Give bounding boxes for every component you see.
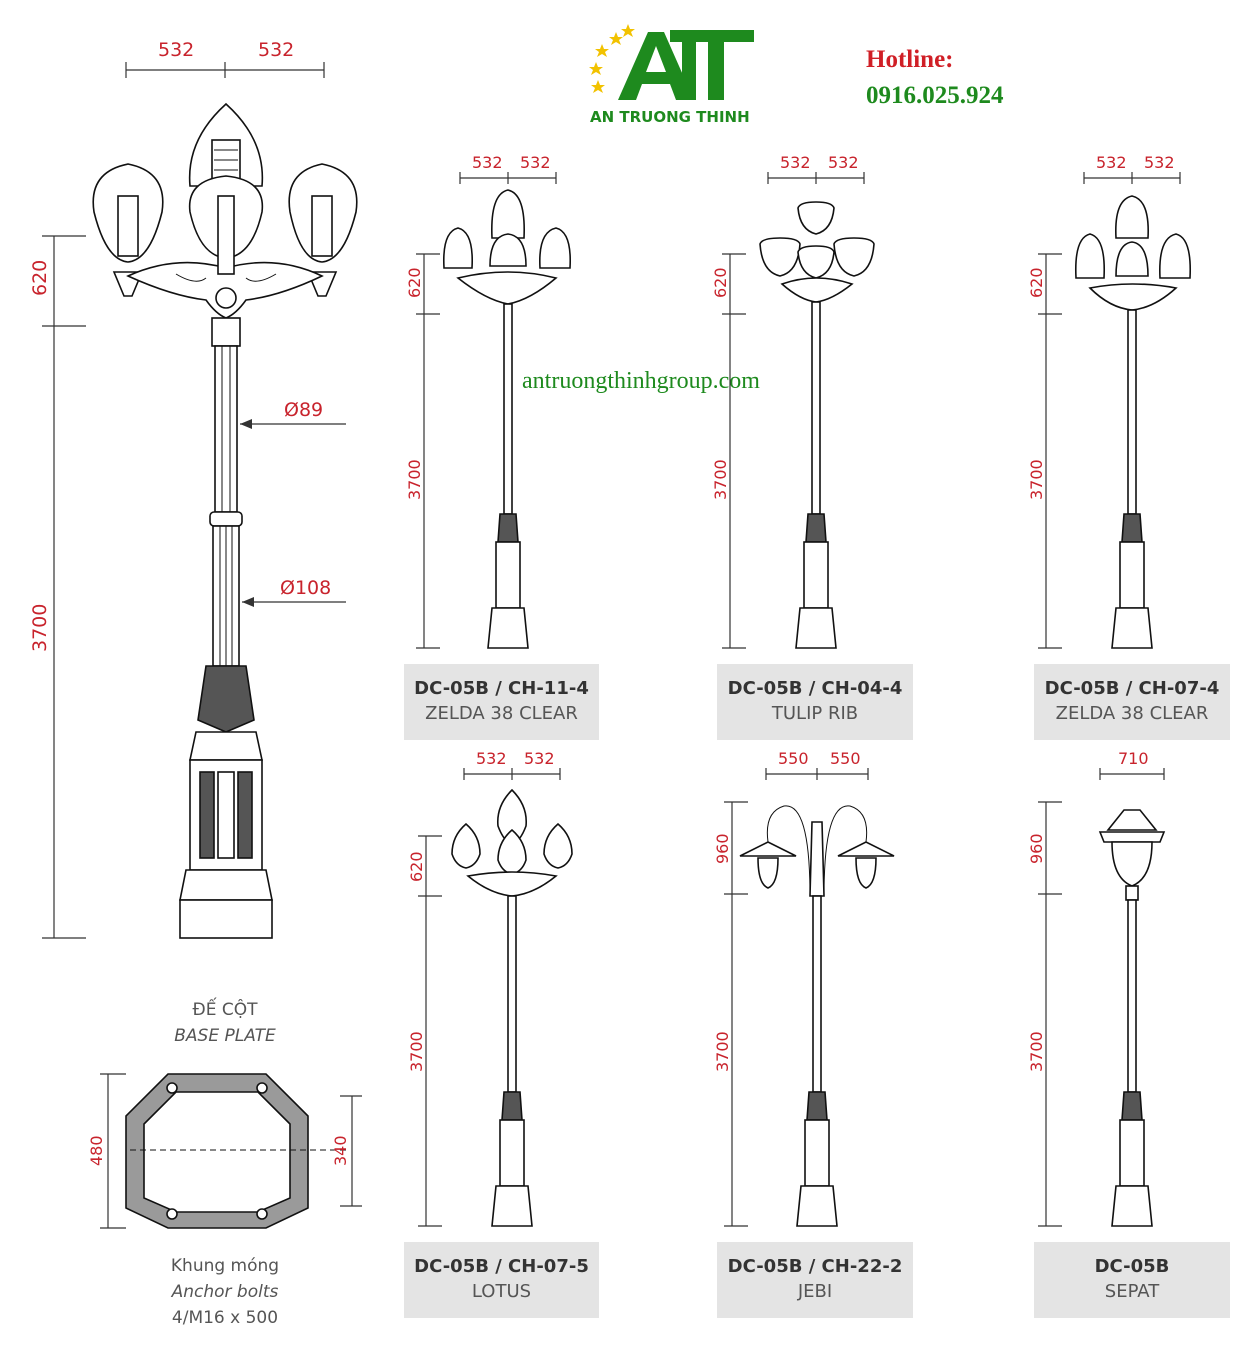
main-dim-pole-height: 3700: [29, 603, 51, 652]
main-pole-body: [180, 318, 272, 938]
main-diameter-callouts: [240, 399, 346, 607]
anchor-bolts-spec: 4/M16 x 500: [171, 1308, 279, 1328]
website-url[interactable]: antruongthinhgroup.com: [522, 368, 760, 394]
main-dim-top-height: 620: [29, 259, 51, 296]
product-3-dim-a: 532: [1096, 153, 1127, 172]
hotline-label: Hotline:: [866, 46, 954, 73]
main-diameter-lower: Ø108: [280, 577, 332, 599]
product-4-dim-b: 532: [524, 749, 555, 768]
product-name: LOTUS: [471, 1281, 532, 1302]
product-2-dim-b: 532: [828, 153, 859, 172]
product-drawing-2: [706, 148, 916, 654]
main-pole-drawing: [0, 0, 400, 960]
product-5-h-pole: 3700: [713, 1031, 732, 1072]
product-caption-5: [717, 1242, 913, 1318]
product-drawing-6: [1020, 746, 1230, 1232]
main-width-dimensions: [126, 39, 324, 78]
product-5-h-top: 960: [713, 833, 732, 864]
product-name: ZELDA 38 CLEAR: [425, 703, 578, 724]
logo-name: AN TRUONG THINH: [590, 108, 750, 126]
product-name: SEPAT: [1104, 1281, 1160, 1302]
anchor-bolts-en: Anchor bolts: [171, 1282, 279, 1302]
product-name: ZELDA 38 CLEAR: [1055, 703, 1209, 724]
product-4-h-top: 620: [407, 851, 426, 882]
product-4-h-pole: 3700: [407, 1031, 426, 1072]
product-3-h-top: 620: [1027, 267, 1046, 298]
main-height-dimensions: [29, 236, 86, 938]
product-1-dim-b: 532: [520, 153, 551, 172]
product-1-h-top: 620: [405, 267, 424, 298]
product-drawing-4: [400, 746, 600, 1232]
logo-graphic: [584, 18, 764, 130]
product-name: TULIP RIB: [771, 703, 859, 724]
product-caption-1: [404, 664, 599, 740]
product-caption-4: [404, 1242, 599, 1318]
product-code: DC-05B / CH-11-4: [414, 678, 589, 699]
product-6-dim-a: 710: [1118, 749, 1149, 768]
product-name: JEBI: [797, 1281, 833, 1302]
product-drawing-5: [706, 746, 916, 1232]
hotline-number: 0916.025.924: [866, 82, 1004, 109]
base-plate-dim-inner: 340: [331, 1135, 350, 1166]
product-code: DC-05B / CH-07-5: [414, 1256, 589, 1277]
product-1-dim-a: 532: [472, 153, 503, 172]
product-drawing-1: [400, 148, 600, 654]
product-6-h-top: 960: [1027, 833, 1046, 864]
base-plate-title-vi: ĐẾ CỘT: [192, 1000, 258, 1020]
product-drawing-3: [1020, 148, 1230, 654]
product-2-h-top: 620: [711, 267, 730, 298]
product-code: DC-05B / CH-04-4: [727, 678, 903, 699]
main-dim-left: 532: [158, 39, 195, 61]
product-code: DC-05B / CH-07-4: [1044, 678, 1220, 699]
base-plate-title-en: BASE PLATE: [174, 1026, 276, 1046]
product-code: DC-05B: [1094, 1256, 1170, 1277]
base-plate-dim-outer: 480: [87, 1135, 106, 1166]
product-2-h-pole: 3700: [711, 459, 730, 500]
product-5-dim-a: 550: [778, 749, 809, 768]
product-caption-3: [1034, 664, 1230, 740]
product-4-dim-a: 532: [476, 749, 507, 768]
product-1-h-pole: 3700: [405, 459, 424, 500]
anchor-bolts-vi: Khung móng: [170, 1256, 280, 1276]
product-code: DC-05B / CH-22-2: [727, 1256, 903, 1277]
main-diameter-upper: Ø89: [284, 399, 324, 421]
product-5-dim-b: 550: [830, 749, 861, 768]
product-2-dim-a: 532: [780, 153, 811, 172]
product-3-h-pole: 3700: [1027, 459, 1046, 500]
product-caption-6: [1034, 1242, 1230, 1318]
product-6-h-pole: 3700: [1027, 1031, 1046, 1072]
brand-logo: [584, 18, 764, 130]
base-plate-drawing: [80, 1062, 380, 1242]
main-dim-right: 532: [258, 39, 295, 61]
product-3-dim-b: 532: [1144, 153, 1175, 172]
product-caption-2: [717, 664, 913, 740]
